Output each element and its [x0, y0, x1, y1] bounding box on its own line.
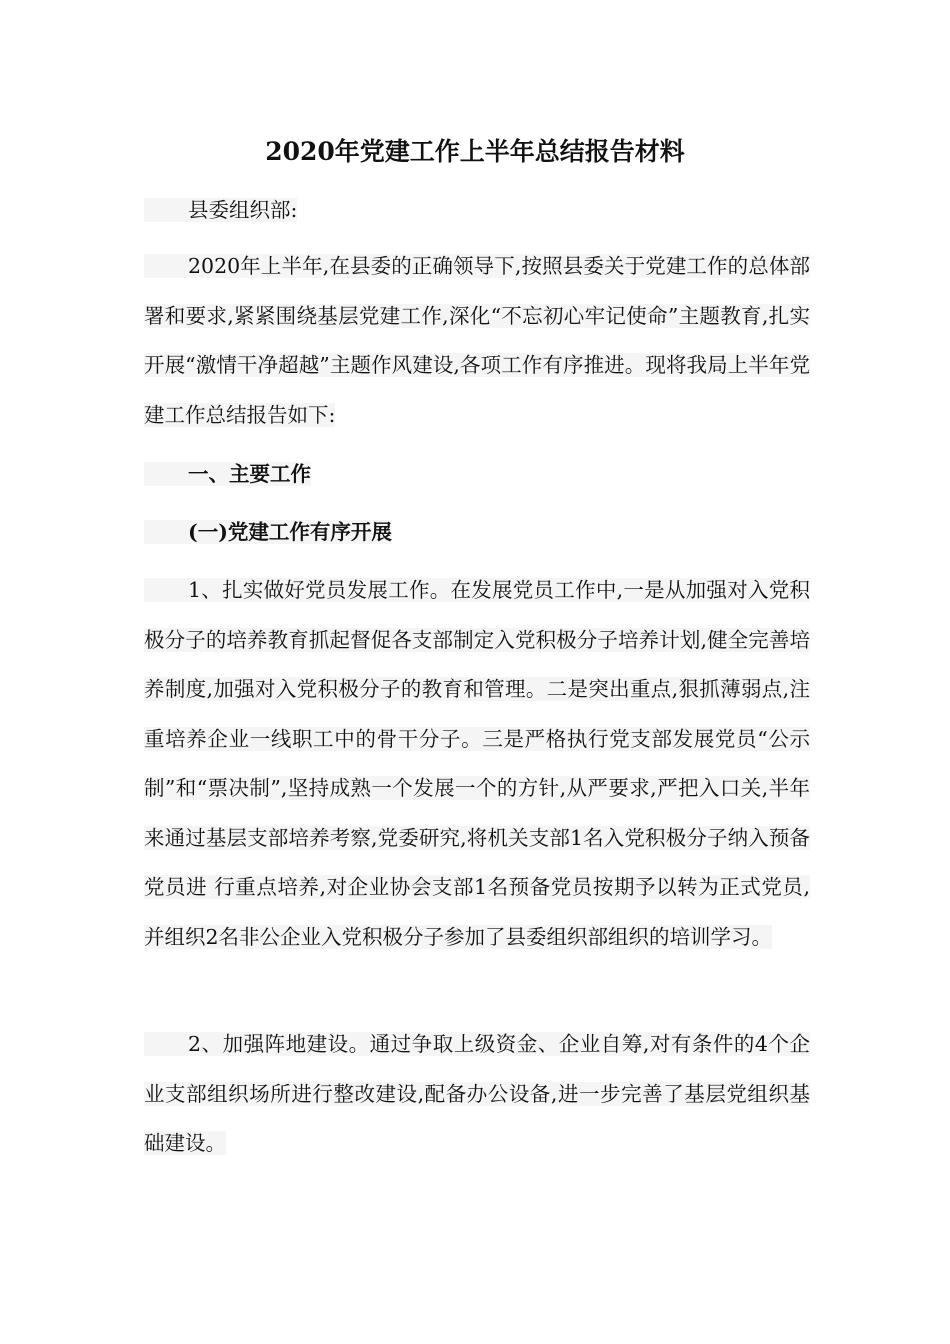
salutation-paragraph: [144, 186, 810, 236]
document-title: 2020年党建工作上半年总结报告材料: [265, 137, 685, 166]
subsection-heading-text: (一)党建工作有序开展: [188, 520, 392, 544]
section-heading-text: 一、主要工作: [188, 462, 311, 486]
section-heading: [144, 450, 810, 500]
salutation-text: 县委组织部:: [188, 198, 298, 222]
item-2-text: 2、加强阵地建设。通过争取上级资金、企业自筹,对有条件的4个企业支部组织场所进行整改建设,配备办公设备,进一步完善了基层党组织基础建设。: [144, 1032, 810, 1155]
item-1-text: 1、扎实做好党员发展工作。在发展党员工作中,一是从加强对入党积极分子的培养教育抓起督促各支部制定入党积极分子培养计划,健全完善培养制度,加强对入党积极分子的教育和管理。二是突出重点,狠抓薄弱点,注重培养企业一线职工中的骨干分子。三是严格执行党支部发展党员“公示制”和“票决制”,坚持成熟一个发展一个的方针,从严要求,严把入口关,半年来通过基层支部培养考察,党委研究,将机关支部1名入党积极分子纳入预备党员进 行重点培养,对企业协会支部1名预备党员按期予以转为正式党员,并组织2名非公企业入党积极分子参加了县委组织部组织的培训学习。: [144, 578, 810, 949]
subsection-heading: [144, 508, 810, 558]
item-paragraph-1: [144, 566, 810, 962]
item-paragraph-2: [144, 1020, 810, 1169]
intro-text: 2020年上半年,在县委的正确领导下,按照县委关于党建工作的总体部署和要求,紧紧围绕基层党建工作,深化“不忘初心牢记使命”主题教育,扎实开展“激情干净超越”主题作风建设,各项工作有序推进。现将我局上半年党建工作总结报告如下:: [144, 254, 810, 427]
intro-paragraph: [144, 242, 810, 440]
